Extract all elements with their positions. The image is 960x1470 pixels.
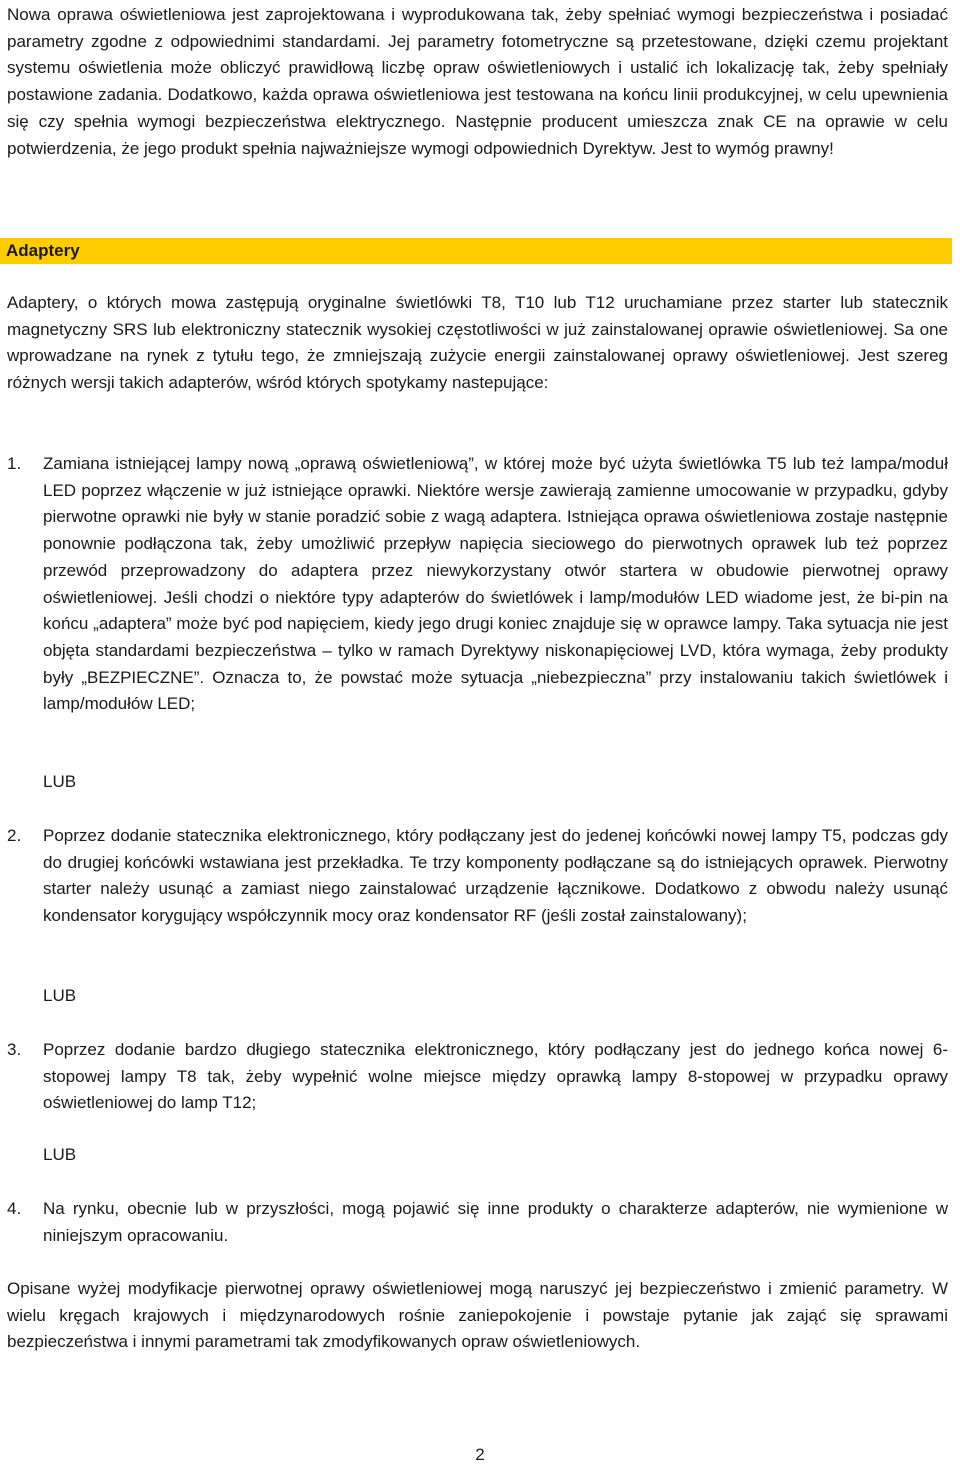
intro-paragraph: Nowa oprawa oświetleniowa jest zaprojektowana i wyprodukowana tak, żeby spełniać wymogi bezpieczeństwa i posiadać parametry zgodne z odpowiednimi standardami. Jej parametry fotometryczne są przetestowane, dzięki czemu projektant systemu oświetlenia może obliczyć prawidłową liczbę opraw oświetleniowych i ustalić ich lokalizację tak, żeby spełniały postawione zadania. Dodatkowo, każda oprawa oświetleniowa jest testowana na końcu linii produkcyjnej, w celu upewnienia się czy spełnia wymogi bezpieczeństwa elektrycznego. Następnie producent umieszcza znak CE na oprawie w celu potwierdzenia, że jego produkt spełnia najważniejsze wymogi odpowiednich Dyrektyw. Jest to wymóg prawny! [7,5,948,158]
list-separator: LUB [43,986,77,1005]
list-separator: LUB [43,772,77,791]
list-item-text: Na rynku, obecnie lub w przyszłości, mogą pojawić się inne produkty o charakterze adapterów, nie wymienione w niniejszym opracowaniu. [43,1199,948,1245]
list-separator: LUB [43,1145,77,1164]
list-item-number: 3. [7,1040,22,1059]
list-item-number: 2. [7,826,22,845]
list-item-number: 1. [7,454,22,473]
list-item-text: Poprzez dodanie statecznika elektronicznego, który podłączany jest do jedenej końcówki nowej lampy T5, podczas gdy do drugiej końcówki wstawiana jest przekładka. Te trzy komponenty podłączane są do istniejących oprawek. Pierwotny starter należy usunąć a zamiast niego zainstalować urządzenie łącznikowe. Dodatkowo z obwodu należy usunąć kondensator korygujący współczynnik mocy oraz kondensator RF (jeśli został zainstalowany); [43,826,948,926]
list-item-text: Zamiana istniejącej lampy nową „oprawą oświetleniową”, w której może być użyta świetlówka T5 lub też lampa/moduł LED poprzez włączenie w już istniejące oprawki. Niektóre wersje zawierają zamienne umocowanie w przypadku, gdyby pierwotne oprawki nie były w stanie poradzić sobie z wagą adaptera. Istniejąca oprawa oświetleniowa zostaje następnie ponownie podłączona tak, żeby umożliwić przepływ napięcia sieciowego do pierwotnych oprawek lub też poprzez przewód przeprowadzony do adaptera przez niewykorzystany otwór startera w obudowie pierwotnej oprawy oświetleniowej. Jeśli chodzi o niektóre typy adapterów do świetlówek i lamp/modułów LED wiadome jest, że bi-pin na końcu „adaptera” może być pod napięciem, kiedy jego drugi koniec znajduje się w oprawce lampy. Taka sytuacja nie jest objęta standardami bezpieczeństwa – tylko w ramach Dyrektywy niskonapięciowej LVD, która wymaga, żeby produkty były „BEZPIECZNE”. Oznacza to, że powstać może sytuacja „niebezpieczna” przy instalowaniu takich świetlówek i lamp/modułów LED; [43,454,948,714]
list-item-text: Poprzez dodanie bardzo długiego statecznika elektronicznego, który podłączany jest do jednego końca nowej 6-stopowej lampy T8 tak, żeby wypełnić wolne miejsce między oprawką lampy 8-stopowej w przypadku oprawy oświetleniowej do lamp T12; [43,1040,948,1113]
section-header-band [0,238,952,264]
adapters-intro-paragraph: Adaptery, o których mowa zastępują oryginalne świetlówki T8, T10 lub T12 uruchamiane przez starter lub statecznik magnetyczny SRS lub elektroniczny statecznik wysokiej częstotliwości w już zainstalowanej oprawie oświetleniowej. Sa one wprowadzane na rynek z tytułu tego, że zmniejszają zużycie energii zainstalowanej oprawy oświetleniowej. Jest szereg różnych wersji takich adapterów, wśród których spotykamy nastepujące: [7,293,948,393]
section-title: Adaptery [6,241,80,260]
page-number: 2 [475,1445,485,1464]
list-item-number: 4. [7,1199,22,1218]
closing-paragraph: Opisane wyżej modyfikacje pierwotnej oprawy oświetleniowej mogą naruszyć jej bezpieczeństwo i zmienić parametry. W wielu kręgach krajowych i międzynarodowych rośnie zaniepokojenie i powstaje pytanie jak zająć się sprawami bezpieczeństwa i innymi parametrami tak zmodyfikowanych opraw oświetleniowych. [7,1279,948,1352]
